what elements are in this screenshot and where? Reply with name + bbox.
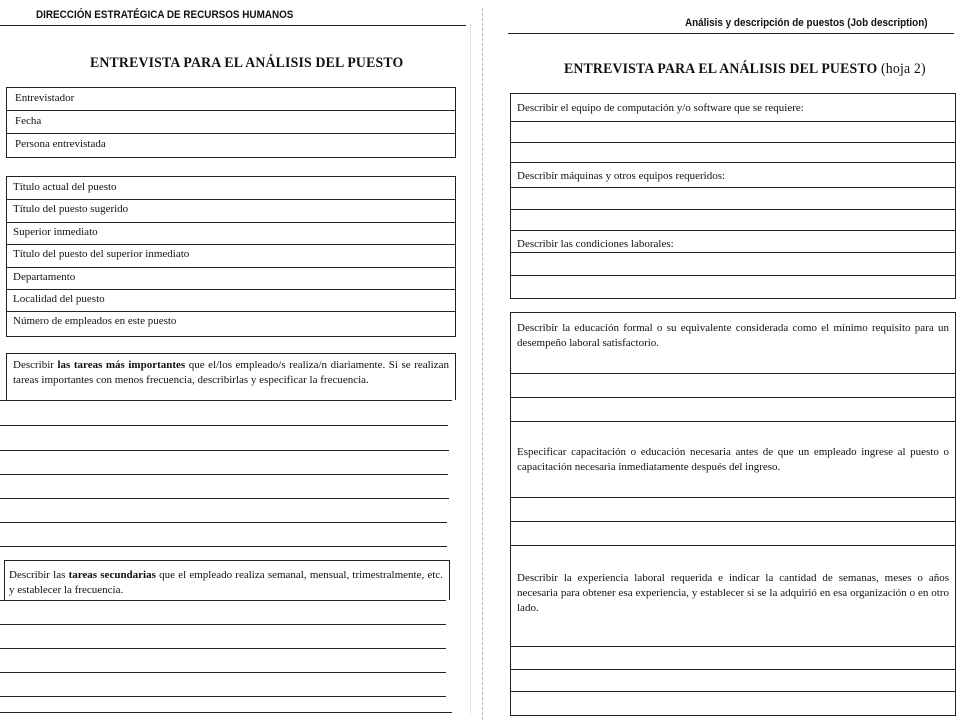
interviewer-info-box	[6, 87, 456, 158]
running-header-left: DIRECCIÓN ESTRATÉGICA DE RECURSOS HUMANOS	[36, 9, 294, 21]
education-experience-box	[510, 312, 956, 716]
equipment-prompt: Describir el equipo de computación y/o software que se requiere:	[517, 102, 804, 114]
answer-line[interactable]	[0, 624, 446, 625]
answer-line[interactable]	[0, 522, 447, 523]
answer-line[interactable]	[511, 373, 955, 374]
main-tasks-box	[6, 353, 456, 400]
header-rule-left	[0, 25, 466, 26]
secondary-tasks-prompt: Describir las tareas secundarias que el empleado realiza semanal, mensual, trimestralmente, etc. y establecer la frecuencia.	[9, 569, 443, 596]
machines-prompt: Describir máquinas y otros equipos requeridos:	[517, 170, 726, 182]
answer-line[interactable]	[511, 646, 955, 647]
answer-line[interactable]	[511, 545, 955, 546]
answer-line[interactable]	[0, 450, 449, 451]
answer-line[interactable]	[511, 691, 955, 692]
answer-line[interactable]	[511, 397, 955, 398]
row-divider	[7, 133, 455, 134]
field-persona-entrevistada[interactable]: Persona entrevistada	[15, 138, 106, 150]
answer-line[interactable]	[511, 209, 955, 210]
form-title-left: ENTREVISTA PARA EL ANÁLISIS DEL PUESTO	[90, 55, 404, 71]
field-titulo-superior[interactable]: Título del puesto del superior inmediato	[13, 248, 190, 260]
row-divider	[7, 199, 455, 200]
conditions-prompt: Describir las condiciones laborales:	[517, 238, 674, 250]
answer-line[interactable]	[0, 648, 446, 649]
page-gutter	[482, 8, 483, 720]
answer-line[interactable]	[511, 187, 955, 188]
answer-line[interactable]	[0, 696, 446, 697]
right-page	[496, 0, 960, 720]
equipment-conditions-box	[510, 93, 956, 299]
answer-line[interactable]	[511, 230, 955, 231]
field-titulo-actual[interactable]: Título actual del puesto	[13, 181, 117, 193]
row-divider	[7, 311, 455, 312]
answer-line[interactable]	[511, 421, 955, 422]
row-divider	[7, 110, 455, 111]
answer-line[interactable]	[0, 600, 446, 601]
answer-line[interactable]	[511, 669, 955, 670]
answer-line[interactable]	[511, 121, 955, 122]
left-page	[0, 0, 470, 720]
header-rule-right	[508, 33, 954, 34]
answer-line[interactable]	[511, 275, 955, 276]
answer-line[interactable]	[0, 400, 452, 401]
field-numero-empleados[interactable]: Número de empleados en este puesto	[13, 315, 177, 327]
answer-line[interactable]	[511, 162, 955, 163]
answer-line[interactable]	[0, 474, 448, 475]
main-tasks-prompt: Describir las tareas más importantes que el/los empleado/s realiza/n diariamente. Si se realizan tareas importantes con menos frecuencia, describirlas y especificar la frecuencia.	[13, 359, 449, 386]
answer-line[interactable]	[511, 497, 955, 498]
field-entrevistador[interactable]: Entrevistador	[15, 92, 75, 104]
page-fold-shadow	[470, 24, 471, 714]
position-info-box	[6, 176, 456, 337]
form-title-right: ENTREVISTA PARA EL ANÁLISIS DEL PUESTO (hoja 2)	[564, 61, 926, 77]
training-prompt: Especificar capacitación o educación necesaria antes de que un empleado ingrese al puesto o capacitación necesaria inmediatamente después del ingreso.	[517, 446, 949, 473]
answer-line[interactable]	[0, 425, 448, 426]
answer-line[interactable]	[0, 712, 452, 713]
row-divider	[7, 289, 455, 290]
field-localidad[interactable]: Localidad del puesto	[13, 293, 105, 305]
education-prompt: Describir la educación formal o su equivalente considerada como el mínimo requisito para un desempeño laboral satisfactorio.	[517, 322, 949, 349]
field-superior-inmediato[interactable]: Superior inmediato	[13, 226, 98, 238]
answer-line[interactable]	[511, 252, 955, 253]
answer-line[interactable]	[511, 142, 955, 143]
field-fecha[interactable]: Fecha	[15, 115, 42, 127]
running-header-right: Análisis y descripción de puestos (Job description)	[685, 17, 928, 29]
experience-prompt: Describir la experiencia laboral requerida e indicar la cantidad de semanas, meses o años necesaria para obtener esa experiencia, y establecer si se la adquirió en esa organización o en otro lado.	[517, 572, 949, 614]
field-titulo-sugerido[interactable]: Título del puesto sugerido	[13, 203, 129, 215]
row-divider	[7, 222, 455, 223]
row-divider	[7, 244, 455, 245]
answer-line[interactable]	[0, 672, 446, 673]
answer-line[interactable]	[0, 498, 449, 499]
field-departamento[interactable]: Departamento	[13, 271, 76, 283]
answer-line[interactable]	[511, 521, 955, 522]
answer-line[interactable]	[0, 546, 447, 547]
secondary-tasks-box	[4, 560, 450, 600]
row-divider	[7, 267, 455, 268]
